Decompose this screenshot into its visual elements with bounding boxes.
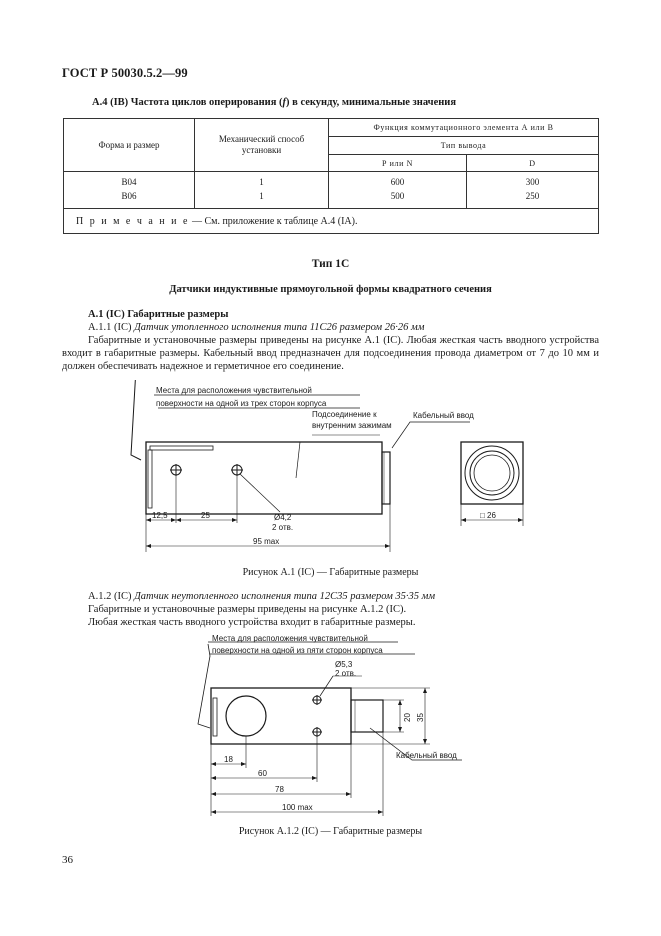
svg-text:Ø5,3: Ø5,3 bbox=[335, 660, 353, 669]
figure-a12-caption: Рисунок А.1.2 (IC) — Габаритные размеры bbox=[238, 826, 423, 837]
svg-text:95 max: 95 max bbox=[253, 537, 280, 546]
section-subtitle: Датчики индуктивные прямоугольной формы квадратного сечения bbox=[169, 284, 492, 295]
svg-text:Ø4,2: Ø4,2 bbox=[274, 513, 292, 522]
cable-gland bbox=[382, 452, 390, 504]
svg-text:2 отв.: 2 отв. bbox=[335, 669, 357, 678]
svg-text:78: 78 bbox=[275, 785, 284, 794]
section-a1: А.1 (IC) Габаритные размеры А.1.1 (IC) Датчик утопленного исполнения типа 11С26 размером 26·26 мм Габаритные и установочные размеры приведены на рисунке А.1 (IC). Любая жесткая часть вводного устройства входит в габаритные размеры. Кабельный ввод предназначен для подсоединения провода диаметром от 7 до 10 мм и должен обеспечивать надежное и герметичное его соединение. bbox=[62, 309, 599, 372]
col-function: Функция коммутационного элемента А или В bbox=[329, 119, 599, 137]
figure-a1-caption: Рисунок А.1 (IC) — Габаритные размеры bbox=[242, 567, 419, 578]
svg-text:35: 35 bbox=[416, 713, 425, 722]
table-row: В06 1 500 250 bbox=[64, 189, 599, 209]
svg-text:60: 60 bbox=[258, 769, 267, 778]
leader-line bbox=[131, 380, 156, 460]
figure-a1 bbox=[0, 380, 661, 560]
table-note: П р и м е ч а н и е — См. приложение к таблице А.4 (IA). bbox=[64, 209, 599, 234]
table-row: В04 1 600 300 bbox=[64, 172, 599, 190]
svg-text:18: 18 bbox=[224, 755, 233, 764]
sensor-body bbox=[211, 688, 351, 744]
svg-text:□ 26: □ 26 bbox=[480, 511, 496, 520]
svg-text:поверхности на одной из трех с: поверхности на одной из трех сторон корпуса bbox=[156, 399, 327, 408]
svg-text:20: 20 bbox=[403, 713, 412, 722]
page-number: 36 bbox=[62, 854, 73, 866]
document-header: ГОСТ Р 50030.5.2—99 bbox=[62, 66, 188, 80]
col-pn: Р или N bbox=[329, 155, 467, 172]
svg-text:Кабельный ввод: Кабельный ввод bbox=[413, 411, 474, 420]
table-caption: А.4 (IB) Частота циклов оперирования (f) в секунду, минимальные значения bbox=[92, 97, 457, 108]
col-d: D bbox=[467, 155, 599, 172]
col-terminal-type: Тип вывода bbox=[329, 137, 599, 155]
section-a12: А.1.2 (IC) Датчик неутопленного исполнения типа 12С35 размером 35·35 мм Габаритные и установочные размеры приведены на рисунке А.1.2 (IC). Любая жесткая часть вводного устройства входит в габаритные размеры. bbox=[88, 591, 436, 628]
svg-text:поверхности на одной из пяти с: поверхности на одной из пяти сторон корпуса bbox=[212, 646, 383, 655]
col-form-size: Форма и размер bbox=[64, 119, 195, 172]
svg-text:Места для расположения чувстви: Места для расположения чувствительной bbox=[156, 386, 312, 395]
svg-text:Кабельный ввод: Кабельный ввод bbox=[396, 751, 457, 760]
sensor-body bbox=[146, 442, 382, 514]
frequency-table bbox=[63, 118, 599, 234]
col-mounting: Механический способ установки bbox=[195, 119, 329, 172]
svg-text:Места для расположения чувстви: Места для расположения чувствительной bbox=[212, 634, 368, 643]
figure-a12 bbox=[0, 632, 661, 822]
cable-gland bbox=[351, 700, 383, 732]
svg-text:Подсоединение к: Подсоединение к bbox=[312, 410, 377, 419]
svg-text:12,5: 12,5 bbox=[152, 511, 168, 520]
type-title: Тип 1С bbox=[311, 258, 350, 270]
svg-text:100 max: 100 max bbox=[282, 803, 313, 812]
svg-text:2 отв.: 2 отв. bbox=[272, 523, 294, 532]
svg-text:внутренним зажимам: внутренним зажимам bbox=[312, 421, 392, 430]
svg-text:25: 25 bbox=[201, 511, 210, 520]
